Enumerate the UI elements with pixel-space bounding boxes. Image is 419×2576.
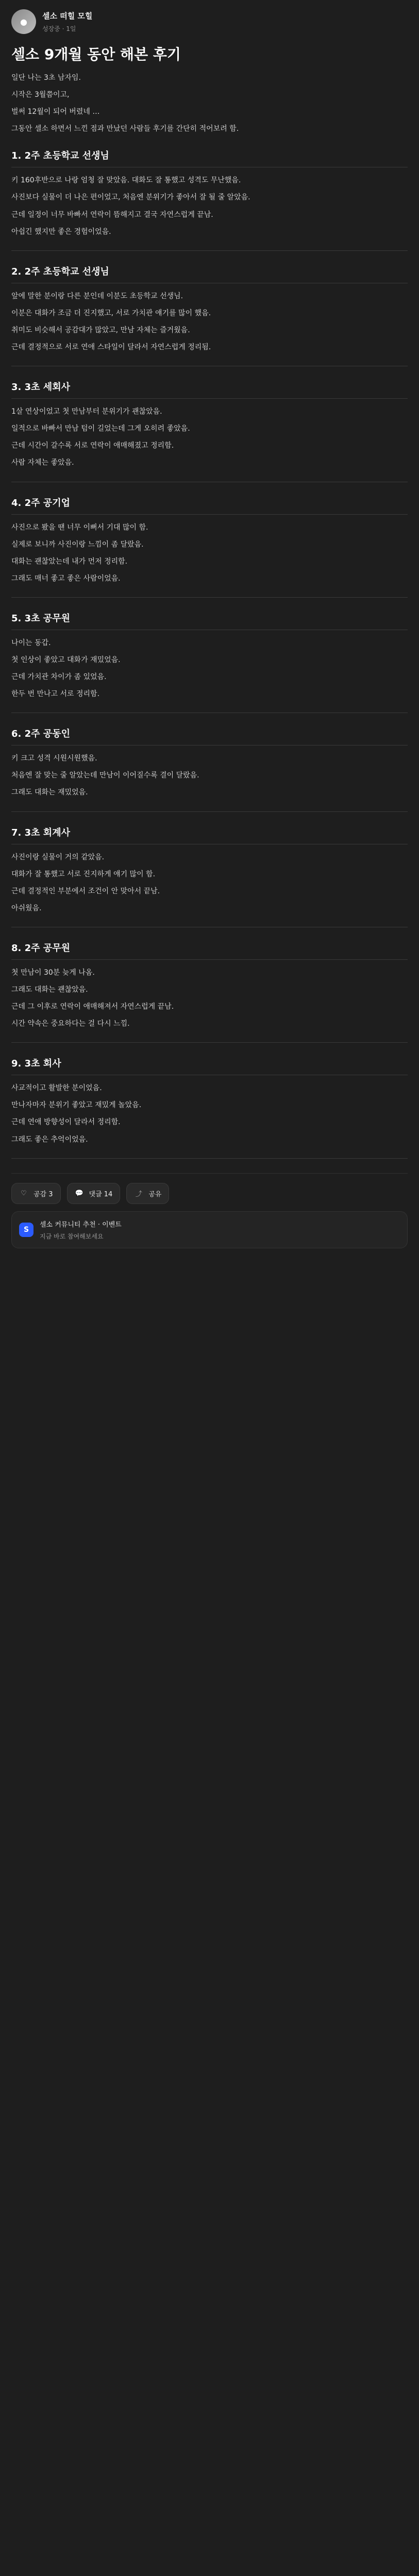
section-body: [11, 167, 408, 250]
section-4: [11, 496, 408, 598]
section-paragraph: 그래도 매너 좋고 좋은 사람이었음.: [11, 574, 121, 583]
header-meta: [42, 10, 92, 33]
section-paragraph: 만나자마자 분위기 좋았고 재밌게 놀았음.: [11, 1101, 142, 1110]
heart-icon: ♡: [21, 1189, 27, 1197]
section-body: [11, 283, 408, 366]
comment-icon: 💬: [75, 1189, 83, 1197]
intro-paragraph: 시작은 3월쯤이고,: [11, 91, 70, 99]
promo-card[interactable]: [11, 1211, 408, 1248]
section-body: [11, 959, 408, 1043]
promo-logo-icon: S: [19, 1223, 33, 1237]
comment-label: 댓글 14: [89, 1190, 113, 1198]
intro-paragraph: 그동안 셀소 하면서 느낀 점과 만났던 사람들 후기를 간단히 적어보려 함.: [11, 125, 239, 133]
like-label: 공감 3: [33, 1190, 53, 1198]
section-paragraph: 키 160후반으로 나랑 엄청 잘 맞았음. 대화도 잘 통했고 성격도 무난했음.: [11, 176, 241, 185]
post-meta: 성장중 · 1일: [42, 25, 76, 32]
post-actions: [11, 1183, 408, 1204]
section-paragraph: 아쉬웠음.: [11, 904, 42, 912]
section-paragraph: 사진으로 봤을 땐 너무 이뻐서 기대 많이 함.: [11, 523, 148, 532]
section-paragraph: 대화가 잘 통했고 서로 진지하게 얘기 많이 함.: [11, 870, 156, 878]
section-paragraph: 시간 약속은 중요하다는 걸 다시 느낌.: [11, 1020, 130, 1028]
section-heading: 5. 3초 공무원: [11, 613, 70, 624]
section-paragraph: 그래도 대화는 재밌었음.: [11, 788, 88, 797]
section-paragraph: 그래도 좋은 추억이었음.: [11, 1135, 88, 1144]
section-9: [11, 1056, 408, 1158]
section-heading: 8. 2주 공무원: [11, 942, 70, 954]
section-6: [11, 726, 408, 811]
section-paragraph: 첫 만남이 30분 늦게 나옴.: [11, 968, 95, 977]
intro: [11, 72, 408, 135]
section-paragraph: 근데 일정이 너무 바빠서 연락이 뜸해지고 결국 자연스럽게 끝남.: [11, 210, 213, 219]
section-paragraph: 근데 그 이후로 연락이 애매해져서 자연스럽게 끝남.: [11, 1003, 174, 1011]
share-icon: ⤴: [135, 1190, 142, 1198]
section-body: [11, 1075, 408, 1158]
post-header: [11, 9, 408, 34]
section-paragraph: 앞에 말한 분이랑 다른 분인데 이분도 초등학교 선생님.: [11, 292, 183, 300]
avatar[interactable]: ●: [11, 9, 36, 34]
section-heading: 1. 2주 초등학교 선생님: [11, 150, 109, 162]
share-button[interactable]: [126, 1183, 169, 1204]
intro-paragraph: 벌써 12월이 되어 버렸네 …: [11, 108, 100, 116]
section-paragraph: 사진보다 실물이 더 나은 편이었고, 처음엔 분위기가 좋아서 잘 될 줄 알았음.: [11, 193, 250, 202]
promo-line-2: 지금 바로 참여해보세요: [40, 1232, 104, 1240]
section-paragraph: 한두 번 만나고 서로 정리함.: [11, 690, 100, 699]
section-paragraph: 처음엔 잘 맞는 줄 알았는데 만남이 이어질수록 결이 달랐음.: [11, 771, 199, 780]
share-label: 공유: [148, 1190, 162, 1198]
section-body: [11, 514, 408, 598]
section-heading: 6. 2주 공동인: [11, 728, 70, 740]
comment-button[interactable]: [67, 1183, 121, 1204]
section-paragraph: 아쉽긴 했지만 좋은 경험이었음.: [11, 227, 111, 236]
post-title: 셀소 9개월 동안 해본 후기: [11, 46, 181, 63]
section-7: [11, 825, 408, 927]
section-paragraph: 그래도 대화는 괜찮았음.: [11, 986, 88, 994]
section-5: [11, 611, 408, 713]
post-container: [0, 0, 419, 1258]
section-paragraph: 나이는 동갑.: [11, 638, 51, 647]
section-paragraph: 사람 자체는 좋았음.: [11, 459, 74, 467]
section-2: [11, 264, 408, 366]
section-heading: 4. 2주 공기업: [11, 497, 70, 509]
section-paragraph: 근데 가치관 차이가 좀 있었음.: [11, 673, 107, 682]
section-paragraph: 1살 연상이었고 첫 만남부터 분위기가 괜찮았음.: [11, 408, 162, 416]
author-name[interactable]: 셀소 떠힐 모힐: [42, 11, 93, 21]
section-heading: 7. 3초 회계사: [11, 827, 70, 838]
section-1: [11, 148, 408, 250]
section-body: [11, 630, 408, 713]
section-heading: 2. 2주 초등학교 선생님: [11, 266, 109, 277]
section-heading: 3. 3초 세회사: [11, 382, 70, 393]
section-paragraph: 실제로 보니까 사진이랑 느낌이 좀 달랐음.: [11, 540, 144, 549]
section-paragraph: 사교적이고 활발한 분이었음.: [11, 1084, 102, 1093]
section-heading: 9. 3초 회사: [11, 1058, 61, 1070]
section-paragraph: 일적으로 바빠서 만남 텀이 길었는데 그게 오히려 좋았음.: [11, 425, 190, 433]
section-paragraph: 근데 시간이 갈수록 서로 연락이 애매해졌고 정리함.: [11, 442, 174, 450]
promo-line-1: 셀소 커뮤니티 추천 · 이벤트: [40, 1221, 122, 1229]
section-paragraph: 근데 연애 방향성이 달라서 정리함.: [11, 1118, 121, 1127]
bottom-area: [11, 1173, 408, 1248]
section-body: [11, 398, 408, 482]
section-paragraph: 대화는 괜찮았는데 내가 먼저 정리함.: [11, 557, 128, 566]
section-paragraph: 근데 결정적으로 서로 연애 스타일이 달라서 자연스럽게 정리됨.: [11, 343, 211, 352]
like-button[interactable]: [11, 1183, 61, 1204]
section-8: [11, 941, 408, 1043]
section-body: [11, 745, 408, 811]
section-3: [11, 380, 408, 482]
section-paragraph: 첫 인상이 좋았고 대화가 재밌었음.: [11, 655, 121, 664]
section-paragraph: 이분은 대화가 조금 더 진지했고, 서로 가치관 얘기를 많이 했음.: [11, 309, 211, 317]
section-paragraph: 근데 결정적인 부분에서 조건이 안 맞아서 끝남.: [11, 887, 160, 895]
section-body: [11, 844, 408, 927]
promo-text: [40, 1219, 122, 1241]
section-paragraph: 키 크고 성격 시원시원했음.: [11, 754, 97, 763]
section-paragraph: 취미도 비슷해서 공감대가 많았고, 만남 자체는 즐거웠음.: [11, 326, 190, 334]
section-paragraph: 사진이랑 실물이 거의 같았음.: [11, 853, 105, 861]
intro-paragraph: 일단 나는 3초 남자임.: [11, 74, 81, 82]
